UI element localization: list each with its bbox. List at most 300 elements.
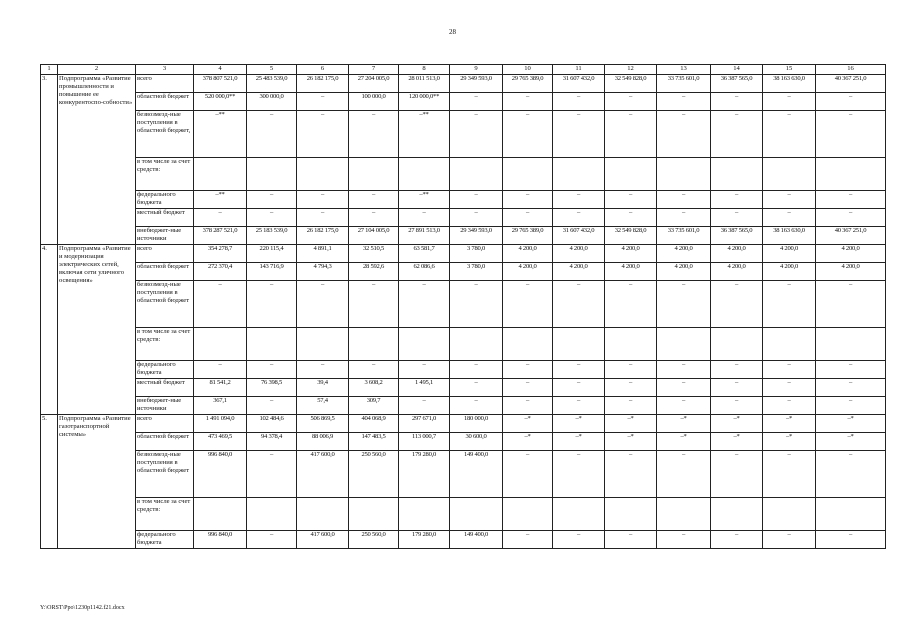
amount-cell: 76 398,5 bbox=[247, 379, 297, 397]
amount-cell: – bbox=[247, 111, 297, 158]
amount-cell: –* bbox=[816, 433, 886, 451]
amount-cell: 31 607 432,0 bbox=[553, 75, 605, 93]
amount-cell: – bbox=[605, 209, 657, 227]
table-row bbox=[41, 93, 886, 111]
funding-source: внебюджет-ные источники bbox=[136, 227, 194, 245]
amount-cell: 27 104 005,0 bbox=[349, 227, 399, 245]
amount-cell: 26 182 175,0 bbox=[297, 75, 349, 93]
amount-cell: – bbox=[711, 397, 763, 415]
amount-cell bbox=[247, 328, 297, 361]
amount-cell: – bbox=[247, 361, 297, 379]
amount-cell: 179 280,0 bbox=[399, 451, 450, 498]
amount-cell: 272 370,4 bbox=[194, 263, 247, 281]
amount-cell: 40 367 251,0 bbox=[816, 75, 886, 93]
amount-cell: – bbox=[503, 531, 553, 549]
amount-cell: – bbox=[605, 451, 657, 498]
amount-cell bbox=[349, 158, 399, 191]
amount-cell: 520 000,0** bbox=[194, 93, 247, 111]
amount-cell: – bbox=[450, 209, 503, 227]
amount-cell: – bbox=[605, 281, 657, 328]
amount-cell: 996 840,0 bbox=[194, 451, 247, 498]
amount-cell: –* bbox=[711, 433, 763, 451]
section-index: 3. bbox=[41, 75, 58, 245]
amount-cell bbox=[194, 328, 247, 361]
amount-cell: 30 600,0 bbox=[450, 433, 503, 451]
amount-cell: – bbox=[657, 191, 711, 209]
amount-cell bbox=[763, 328, 816, 361]
amount-cell: 473 469,5 bbox=[194, 433, 247, 451]
amount-cell: –** bbox=[194, 191, 247, 209]
amount-cell: – bbox=[763, 191, 816, 209]
table-row bbox=[41, 263, 886, 281]
amount-cell bbox=[450, 498, 503, 531]
amount-cell: 39,4 bbox=[297, 379, 349, 397]
amount-cell: 1 491 094,0 bbox=[194, 415, 247, 433]
amount-cell: – bbox=[816, 361, 886, 379]
amount-cell: –* bbox=[503, 433, 553, 451]
amount-cell: – bbox=[711, 451, 763, 498]
table-row bbox=[41, 227, 886, 245]
amount-cell: 4 200,0 bbox=[816, 245, 886, 263]
funding-source: безвозмезд-ные поступления в областной бюджет bbox=[136, 281, 194, 328]
subprogram-name: Подпрограмма «Развитие промышленности и повышение ее конкурентоспо-собности» bbox=[58, 75, 136, 245]
amount-cell: 32 549 828,0 bbox=[605, 75, 657, 93]
amount-cell: 36 387 565,0 bbox=[711, 75, 763, 93]
amount-cell: 417 600,0 bbox=[297, 531, 349, 549]
amount-cell: – bbox=[605, 531, 657, 549]
amount-cell: – bbox=[763, 93, 816, 111]
amount-cell bbox=[399, 328, 450, 361]
amount-cell: – bbox=[553, 111, 605, 158]
amount-cell bbox=[503, 498, 553, 531]
amount-cell: – bbox=[503, 281, 553, 328]
amount-cell: – bbox=[194, 281, 247, 328]
amount-cell: – bbox=[553, 379, 605, 397]
amount-cell: – bbox=[553, 397, 605, 415]
column-number: 4 bbox=[194, 65, 247, 75]
amount-cell: –** bbox=[399, 111, 450, 158]
amount-cell: – bbox=[553, 451, 605, 498]
amount-cell: – bbox=[349, 191, 399, 209]
amount-cell: 297 671,0 bbox=[399, 415, 450, 433]
amount-cell: – bbox=[605, 379, 657, 397]
amount-cell bbox=[553, 328, 605, 361]
amount-cell: –* bbox=[553, 433, 605, 451]
amount-cell: – bbox=[711, 361, 763, 379]
amount-cell bbox=[816, 158, 886, 191]
amount-cell: 33 735 601,0 bbox=[657, 227, 711, 245]
amount-cell: –* bbox=[553, 415, 605, 433]
column-number: 9 bbox=[450, 65, 503, 75]
funding-source: областной бюджет bbox=[136, 263, 194, 281]
amount-cell: 506 869,5 bbox=[297, 415, 349, 433]
funding-table bbox=[40, 64, 886, 549]
amount-cell: – bbox=[711, 209, 763, 227]
amount-cell: – bbox=[349, 209, 399, 227]
amount-cell: – bbox=[399, 397, 450, 415]
amount-cell: – bbox=[763, 361, 816, 379]
subprogram-name: Подпрограмма «Развитие газотранспортной системы» bbox=[58, 415, 136, 549]
amount-cell: – bbox=[711, 191, 763, 209]
amount-cell: 100 000,0 bbox=[349, 93, 399, 111]
funding-source: безвозмезд-ные поступления в областной бюджет, bbox=[136, 111, 194, 158]
amount-cell bbox=[816, 498, 886, 531]
amount-cell: – bbox=[657, 451, 711, 498]
amount-cell bbox=[553, 498, 605, 531]
amount-cell: 378 287 521,0 bbox=[194, 227, 247, 245]
funding-source: областной бюджет bbox=[136, 93, 194, 111]
amount-cell: – bbox=[247, 191, 297, 209]
table-row bbox=[41, 498, 886, 531]
amount-cell: – bbox=[194, 209, 247, 227]
amount-cell: – bbox=[816, 379, 886, 397]
amount-cell: – bbox=[450, 379, 503, 397]
funding-source: федерального бюджета bbox=[136, 361, 194, 379]
amount-cell bbox=[657, 498, 711, 531]
amount-cell bbox=[349, 498, 399, 531]
page-number: 28 bbox=[449, 28, 456, 36]
amount-cell: – bbox=[450, 361, 503, 379]
funding-source: местный бюджет bbox=[136, 209, 194, 227]
amount-cell: 378 807 521,0 bbox=[194, 75, 247, 93]
amount-cell: – bbox=[605, 361, 657, 379]
amount-cell: –* bbox=[605, 415, 657, 433]
funding-source: всего bbox=[136, 415, 194, 433]
amount-cell: – bbox=[657, 111, 711, 158]
amount-cell: – bbox=[763, 209, 816, 227]
funding-source: безвозмезд-ные поступления в областной бюджет bbox=[136, 451, 194, 498]
amount-cell bbox=[763, 158, 816, 191]
amount-cell: 28 011 513,0 bbox=[399, 75, 450, 93]
amount-cell: 1 495,1 bbox=[399, 379, 450, 397]
amount-cell bbox=[763, 498, 816, 531]
column-number: 8 bbox=[399, 65, 450, 75]
amount-cell bbox=[711, 328, 763, 361]
amount-cell: – bbox=[816, 111, 886, 158]
amount-cell: 29 765 389,0 bbox=[503, 75, 553, 93]
amount-cell: – bbox=[297, 209, 349, 227]
amount-cell: 32 510,5 bbox=[349, 245, 399, 263]
table-row bbox=[41, 361, 886, 379]
amount-cell: – bbox=[450, 281, 503, 328]
amount-cell: 4 200,0 bbox=[553, 263, 605, 281]
amount-cell bbox=[605, 328, 657, 361]
amount-cell: – bbox=[349, 361, 399, 379]
amount-cell: – bbox=[816, 531, 886, 549]
amount-cell: – bbox=[503, 209, 553, 227]
amount-cell: 32 549 828,0 bbox=[605, 227, 657, 245]
amount-cell: – bbox=[553, 191, 605, 209]
amount-cell bbox=[297, 158, 349, 191]
amount-cell: 4 794,3 bbox=[297, 263, 349, 281]
amount-cell: 4 200,0 bbox=[503, 263, 553, 281]
amount-cell: 102 484,6 bbox=[247, 415, 297, 433]
amount-cell: 36 387 565,0 bbox=[711, 227, 763, 245]
amount-cell: 4 200,0 bbox=[711, 245, 763, 263]
amount-cell: 40 367 251,0 bbox=[816, 227, 886, 245]
funding-source: всего bbox=[136, 245, 194, 263]
table-row bbox=[41, 209, 886, 227]
section-index: 5. bbox=[41, 415, 58, 549]
table-row bbox=[41, 379, 886, 397]
amount-cell bbox=[399, 498, 450, 531]
amount-cell: – bbox=[450, 93, 503, 111]
table-row bbox=[41, 451, 886, 498]
amount-cell: 3 780,0 bbox=[450, 245, 503, 263]
amount-cell: 996 840,0 bbox=[194, 531, 247, 549]
amount-cell: 4 200,0 bbox=[553, 245, 605, 263]
amount-cell: – bbox=[711, 93, 763, 111]
table-row bbox=[41, 75, 886, 93]
amount-cell: – bbox=[816, 281, 886, 328]
amount-cell: 26 182 175,0 bbox=[297, 227, 349, 245]
amount-cell: 38 163 630,0 bbox=[763, 227, 816, 245]
amount-cell: 94 378,4 bbox=[247, 433, 297, 451]
amount-cell: – bbox=[399, 281, 450, 328]
column-number-row bbox=[41, 65, 886, 75]
amount-cell: –* bbox=[657, 433, 711, 451]
amount-cell: 120 000,0** bbox=[399, 93, 450, 111]
amount-cell bbox=[503, 158, 553, 191]
amount-cell: – bbox=[605, 111, 657, 158]
amount-cell: 147 483,5 bbox=[349, 433, 399, 451]
amount-cell: – bbox=[450, 191, 503, 209]
amount-cell: – bbox=[503, 397, 553, 415]
amount-cell: 250 560,0 bbox=[349, 451, 399, 498]
amount-cell: – bbox=[657, 93, 711, 111]
amount-cell: – bbox=[763, 111, 816, 158]
amount-cell: 179 280,0 bbox=[399, 531, 450, 549]
amount-cell: – bbox=[297, 111, 349, 158]
funding-source: в том числе за счет средств: bbox=[136, 328, 194, 361]
amount-cell: – bbox=[657, 531, 711, 549]
table-row bbox=[41, 158, 886, 191]
amount-cell: – bbox=[297, 281, 349, 328]
amount-cell bbox=[711, 498, 763, 531]
amount-cell bbox=[297, 498, 349, 531]
amount-cell: 309,7 bbox=[349, 397, 399, 415]
amount-cell: –** bbox=[194, 111, 247, 158]
amount-cell: – bbox=[297, 191, 349, 209]
file-path-footer: Y:\ORST\Ppo\1230p1142.f21.docx bbox=[40, 605, 125, 611]
amount-cell: – bbox=[816, 209, 886, 227]
amount-cell: 417 600,0 bbox=[297, 451, 349, 498]
amount-cell: 29 765 389,0 bbox=[503, 227, 553, 245]
amount-cell: 31 607 432,0 bbox=[553, 227, 605, 245]
amount-cell: 27 891 513,0 bbox=[399, 227, 450, 245]
column-number: 5 bbox=[247, 65, 297, 75]
table-row bbox=[41, 531, 886, 549]
amount-cell: – bbox=[297, 93, 349, 111]
amount-cell: 404 068,9 bbox=[349, 415, 399, 433]
column-number: 1 bbox=[41, 65, 58, 75]
table-row bbox=[41, 415, 886, 433]
amount-cell: – bbox=[553, 93, 605, 111]
amount-cell: –** bbox=[399, 191, 450, 209]
amount-cell bbox=[349, 328, 399, 361]
table-row bbox=[41, 111, 886, 158]
amount-cell: – bbox=[247, 451, 297, 498]
amount-cell: – bbox=[349, 281, 399, 328]
amount-cell: 4 200,0 bbox=[816, 263, 886, 281]
amount-cell: – bbox=[763, 379, 816, 397]
table-row bbox=[41, 281, 886, 328]
amount-cell bbox=[816, 328, 886, 361]
column-number: 14 bbox=[711, 65, 763, 75]
amount-cell bbox=[450, 158, 503, 191]
amount-cell: 4 200,0 bbox=[657, 245, 711, 263]
amount-cell: – bbox=[247, 209, 297, 227]
column-number: 2 bbox=[58, 65, 136, 75]
amount-cell: 354 278,7 bbox=[194, 245, 247, 263]
amount-cell: – bbox=[711, 531, 763, 549]
amount-cell: – bbox=[297, 361, 349, 379]
amount-cell bbox=[450, 328, 503, 361]
amount-cell bbox=[605, 158, 657, 191]
amount-cell bbox=[297, 328, 349, 361]
amount-cell bbox=[194, 498, 247, 531]
amount-cell: 33 735 601,0 bbox=[657, 75, 711, 93]
table-row bbox=[41, 191, 886, 209]
amount-cell bbox=[711, 158, 763, 191]
table-row bbox=[41, 328, 886, 361]
column-number: 16 bbox=[816, 65, 886, 75]
column-number: 15 bbox=[763, 65, 816, 75]
amount-cell: 220 115,4 bbox=[247, 245, 297, 263]
amount-cell: – bbox=[657, 361, 711, 379]
table-row bbox=[41, 397, 886, 415]
amount-cell: – bbox=[247, 281, 297, 328]
amount-cell: 113 000,7 bbox=[399, 433, 450, 451]
amount-cell: 4 891,1 bbox=[297, 245, 349, 263]
amount-cell: – bbox=[711, 281, 763, 328]
amount-cell: 4 200,0 bbox=[503, 245, 553, 263]
amount-cell: – bbox=[657, 209, 711, 227]
amount-cell: – bbox=[657, 397, 711, 415]
amount-cell: – bbox=[711, 379, 763, 397]
amount-cell: 143 716,9 bbox=[247, 263, 297, 281]
column-number: 11 bbox=[553, 65, 605, 75]
funding-source: федерального бюджета bbox=[136, 531, 194, 549]
table-row bbox=[41, 245, 886, 263]
amount-cell: – bbox=[553, 531, 605, 549]
amount-cell: – bbox=[605, 93, 657, 111]
amount-cell: –* bbox=[657, 415, 711, 433]
amount-cell: 367,1 bbox=[194, 397, 247, 415]
amount-cell bbox=[399, 158, 450, 191]
amount-cell: – bbox=[503, 93, 553, 111]
amount-cell bbox=[605, 498, 657, 531]
funding-source: федерального бюджета bbox=[136, 191, 194, 209]
funding-source: в том числе за счет средств: bbox=[136, 498, 194, 531]
amount-cell: – bbox=[657, 281, 711, 328]
column-number: 6 bbox=[297, 65, 349, 75]
subprogram-name: Подпрограмма «Развитие и модернизация электрических сетей, включая сети уличного освещения» bbox=[58, 245, 136, 415]
amount-cell: – bbox=[503, 379, 553, 397]
amount-cell: – bbox=[816, 191, 886, 209]
amount-cell: – bbox=[247, 531, 297, 549]
amount-cell: – bbox=[763, 397, 816, 415]
funding-source: местный бюджет bbox=[136, 379, 194, 397]
amount-cell: 28 592,6 bbox=[349, 263, 399, 281]
amount-cell: – bbox=[503, 191, 553, 209]
amount-cell: 4 200,0 bbox=[605, 245, 657, 263]
amount-cell bbox=[247, 158, 297, 191]
amount-cell: – bbox=[816, 397, 886, 415]
amount-cell: – bbox=[553, 281, 605, 328]
amount-cell: –* bbox=[816, 415, 886, 433]
amount-cell: – bbox=[399, 209, 450, 227]
amount-cell: 300 000,0 bbox=[247, 93, 297, 111]
amount-cell: 29 349 593,0 bbox=[450, 75, 503, 93]
amount-cell: – bbox=[553, 209, 605, 227]
amount-cell: 4 200,0 bbox=[763, 263, 816, 281]
amount-cell: – bbox=[450, 111, 503, 158]
amount-cell: 250 560,0 bbox=[349, 531, 399, 549]
amount-cell: 81 541,2 bbox=[194, 379, 247, 397]
amount-cell: –* bbox=[503, 415, 553, 433]
amount-cell: 149 400,0 bbox=[450, 451, 503, 498]
funding-source: областной бюджет bbox=[136, 433, 194, 451]
column-number: 7 bbox=[349, 65, 399, 75]
amount-cell: – bbox=[450, 397, 503, 415]
amount-cell bbox=[657, 158, 711, 191]
amount-cell bbox=[503, 328, 553, 361]
amount-cell: – bbox=[503, 451, 553, 498]
amount-cell: 29 349 593,0 bbox=[450, 227, 503, 245]
amount-cell: – bbox=[605, 191, 657, 209]
amount-cell: – bbox=[349, 111, 399, 158]
amount-cell: 63 581,7 bbox=[399, 245, 450, 263]
amount-cell: – bbox=[763, 281, 816, 328]
column-number: 10 bbox=[503, 65, 553, 75]
amount-cell: – bbox=[605, 397, 657, 415]
amount-cell bbox=[194, 158, 247, 191]
amount-cell: 4 200,0 bbox=[605, 263, 657, 281]
amount-cell: 88 006,9 bbox=[297, 433, 349, 451]
amount-cell bbox=[247, 498, 297, 531]
amount-cell: 62 086,6 bbox=[399, 263, 450, 281]
amount-cell: 180 000,0 bbox=[450, 415, 503, 433]
amount-cell: –* bbox=[763, 415, 816, 433]
amount-cell: 4 200,0 bbox=[711, 263, 763, 281]
column-number: 13 bbox=[657, 65, 711, 75]
amount-cell: –* bbox=[605, 433, 657, 451]
amount-cell: – bbox=[763, 451, 816, 498]
column-number: 3 bbox=[136, 65, 194, 75]
table-row bbox=[41, 433, 886, 451]
amount-cell: 25 483 539,0 bbox=[247, 75, 297, 93]
amount-cell: – bbox=[763, 531, 816, 549]
amount-cell: – bbox=[553, 361, 605, 379]
amount-cell: 25 183 539,0 bbox=[247, 227, 297, 245]
amount-cell: – bbox=[816, 451, 886, 498]
amount-cell bbox=[553, 158, 605, 191]
amount-cell: – bbox=[247, 397, 297, 415]
amount-cell: – bbox=[503, 111, 553, 158]
amount-cell: 4 200,0 bbox=[657, 263, 711, 281]
amount-cell: 3 780,0 bbox=[450, 263, 503, 281]
amount-cell: – bbox=[194, 361, 247, 379]
amount-cell: 27 204 005,0 bbox=[349, 75, 399, 93]
section-index: 4. bbox=[41, 245, 58, 415]
funding-source: всего bbox=[136, 75, 194, 93]
amount-cell: – bbox=[816, 93, 886, 111]
amount-cell: –* bbox=[711, 415, 763, 433]
funding-source: внебюджет-ные источники bbox=[136, 397, 194, 415]
amount-cell: 4 200,0 bbox=[763, 245, 816, 263]
amount-cell: – bbox=[399, 361, 450, 379]
